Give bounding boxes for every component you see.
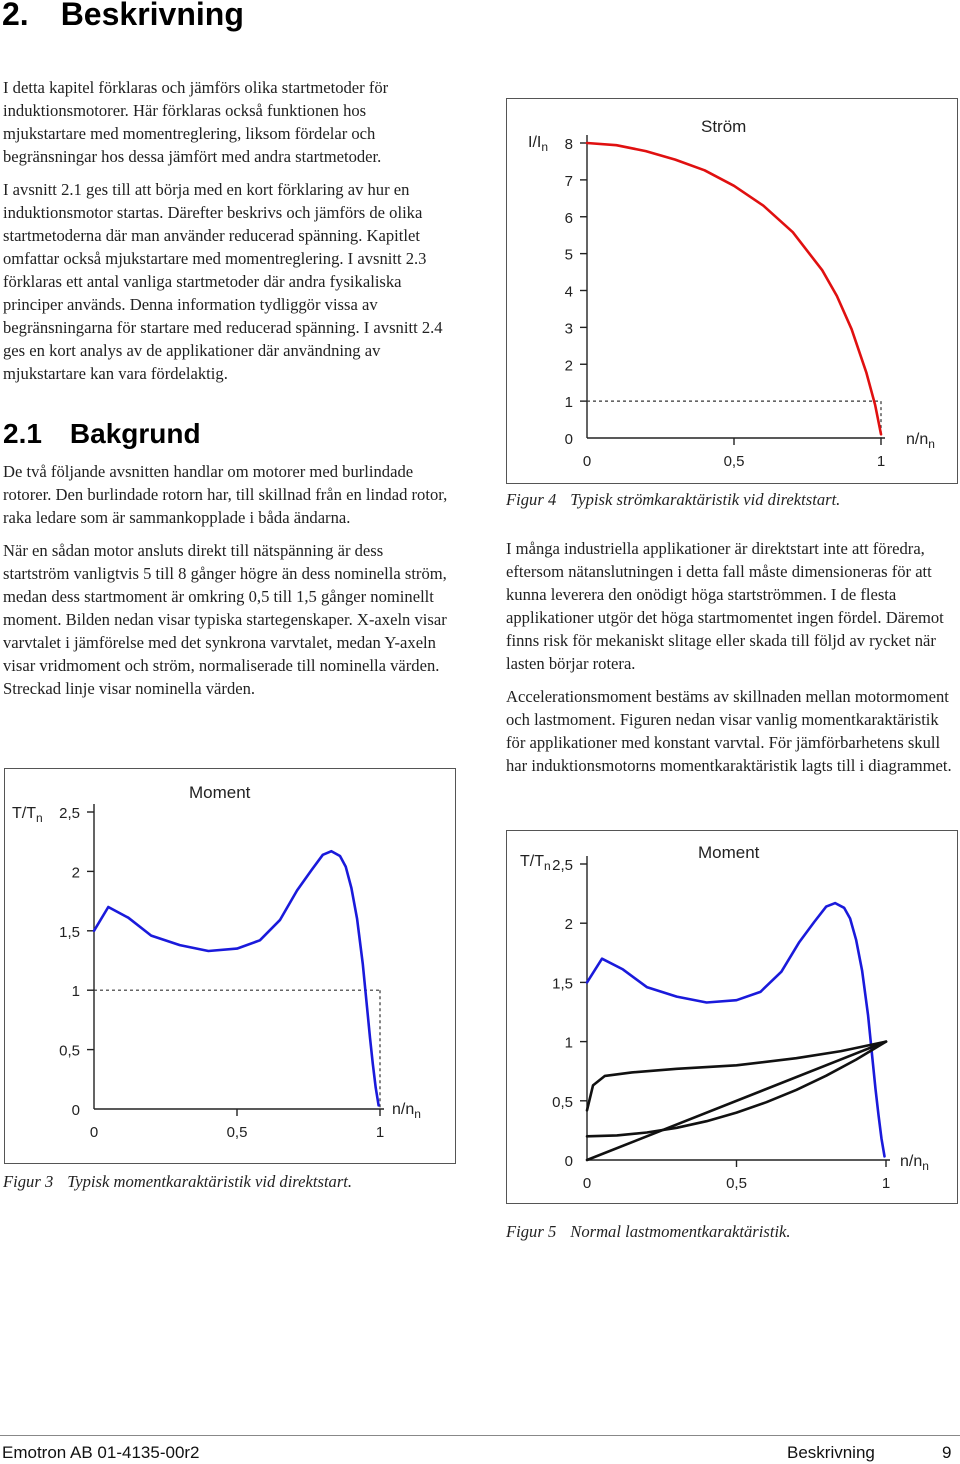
figure-5-caption — [506, 1222, 791, 1242]
x-tick-label: 0,5 — [726, 1175, 747, 1192]
right-text — [506, 537, 952, 787]
intro-paragraph: I detta kapitel förklaras och jämförs olika startmetoder för induktionsmotorer. Här förklaras också funktionen hos mjukstartare med momentreglering, liksom fördelar och begränsningar hos dessa jämfört med andra startmetoder. — [3, 78, 389, 166]
x-axis-label-main: n/n — [392, 1101, 415, 1118]
y-axis-label — [12, 805, 43, 825]
figure-3-text: Typisk momentkaraktäristik vid direktstart. — [67, 1172, 353, 1191]
y-tick-label: 3 — [564, 320, 573, 338]
series-line-3 — [587, 1042, 886, 1137]
x-tick-label: 1 — [375, 1124, 385, 1141]
x-axis-label-main: n/n — [900, 1153, 923, 1170]
x-tick-label: 0 — [582, 1175, 592, 1192]
chapter-title: 2. Beskrivning — [2, 0, 244, 32]
right-paragraph: I många industriella applikationer är direktstart inte att föredra, eftersom nätanslutningen i detta fall måste dimensioneras för att kunna leverera den onödigt höga startströmmen. I de flesta applikationer utgör det höga startmomentet ingen fördel. Däremot finns risk för mekaniskt slitage eller skada till följd av rycket när lasten börjar rotera. — [506, 539, 944, 673]
x-axis-label-sub: n — [922, 1159, 929, 1173]
x-tick-label: 0 — [89, 1124, 99, 1141]
figure-4-caption — [506, 490, 840, 510]
y-tick-label: 1 — [564, 1034, 573, 1052]
y-axis-label-sub: n — [541, 140, 549, 154]
y-tick-label: 5 — [564, 246, 573, 264]
footer-page-number: 9 — [942, 1443, 952, 1462]
x-tick-label: 0,5 — [723, 453, 745, 470]
y-tick-label: 0,5 — [552, 1093, 573, 1111]
footer-document-id: Emotron AB 01-4135-00r2 — [2, 1443, 200, 1462]
y-tick-label: 0,5 — [59, 1042, 80, 1060]
intro-paragraph: I avsnitt 2.1 ges till att börja med en kort förklaring av hur en induktionsmotor startas. Därefter beskrivs och jämförs de olika startmetoderna där man använder reducerad spänning. Kapitlet omfattar också mjukstartare med momentreglering. I avsnitt 2.3 förklaras ett antal vanliga startmetoder där andra fysikaliska principer används. Denna information tydliggör vissa av begränsningarna för startare med reducerad spänning. I avsnitt 2.4 ges en kort analys av de applikationer där användning av mjukstartare kan vara fördelaktig. — [3, 180, 443, 383]
x-axis-label-main: n/n — [906, 431, 929, 448]
x-axis-label-sub: n — [928, 437, 935, 451]
section-text — [3, 460, 453, 710]
y-axis-label-main: T/T — [520, 853, 544, 870]
figure-5-text: Normal lastmomentkaraktäristik. — [570, 1222, 791, 1241]
series-line-2 — [587, 1042, 886, 1160]
y-axis-label — [520, 853, 551, 873]
series-line-0 — [94, 851, 379, 1105]
chart-frame — [507, 99, 958, 484]
y-axis-label — [528, 134, 548, 154]
y-axis-label-main: I/I — [528, 134, 542, 151]
y-tick-label: 2 — [564, 916, 573, 934]
y-tick-label: 0 — [71, 1102, 80, 1119]
x-axis-label — [392, 1101, 421, 1121]
y-tick-label: 6 — [564, 209, 573, 227]
y-tick-label: 4 — [564, 283, 573, 301]
y-tick-label: 1 — [71, 983, 80, 1001]
figure-3-number: Figur 3 — [3, 1172, 54, 1191]
chart-frame — [507, 831, 958, 1204]
figure-4-text: Typisk strömkaraktäristik vid direktstart. — [570, 490, 841, 509]
series-line-0 — [587, 903, 885, 1156]
y-tick-label: 7 — [564, 172, 573, 190]
footer-section: Beskrivning — [787, 1443, 875, 1462]
x-tick-label: 1 — [881, 1175, 891, 1192]
y-axis-label-sub: n — [544, 859, 551, 873]
chart-title: Ström — [701, 117, 747, 136]
series-line-0 — [587, 143, 881, 434]
y-tick-label: 0 — [564, 1153, 573, 1170]
figure-5-chart — [506, 830, 958, 1204]
footer-rule — [0, 1435, 960, 1436]
y-tick-label: 2,5 — [59, 805, 80, 822]
x-tick-label: 0,5 — [226, 1124, 248, 1141]
figure-4-number: Figur 4 — [506, 490, 557, 509]
figure-4-chart — [506, 98, 958, 484]
y-tick-label: 1,5 — [552, 975, 573, 993]
y-tick-label: 2,5 — [552, 857, 573, 874]
section-paragraph: De två följande avsnitten handlar om motorer med burlindade rotorer. Den burlindade rotorn har, till skillnad från en lindad rotor, raka ledare som är sammankopplade i båda ändarna. — [3, 462, 448, 527]
y-tick-label: 8 — [564, 136, 573, 153]
x-axis-label-sub: n — [414, 1107, 421, 1121]
chart-title: Moment — [698, 843, 760, 862]
figure-3-caption — [3, 1172, 352, 1192]
y-tick-label: 1 — [564, 394, 573, 412]
right-paragraph: Accelerationsmoment bestäms av skillnaden mellan motormoment och lastmoment. Figuren nedan visar vanlig momentkaraktäristik för applikationer med konstant varvtal. För jämförbarhetens skull har induktionsmotorns momentkaraktäristik lagts till i diagrammet. — [506, 687, 952, 775]
chart-title: Moment — [189, 783, 251, 802]
x-tick-label: 0 — [582, 453, 592, 470]
y-tick-label: 2 — [71, 864, 80, 882]
y-axis-label-main: T/T — [12, 805, 36, 822]
figure-3-chart — [4, 768, 456, 1164]
y-tick-label: 0 — [564, 431, 573, 448]
y-axis-label-sub: n — [36, 811, 43, 825]
x-axis-label — [906, 431, 935, 451]
section-heading: 2.1 Bakgrund — [3, 418, 201, 449]
y-tick-label: 2 — [564, 357, 573, 375]
section-paragraph: När en sådan motor ansluts direkt till nätspänning är dess startström vanligtvis 5 till 8 gånger högre än dess nominella ström, medan dess startmoment är omkring 0,5 till 1,5 gånger nominellt moment. Bilden nedan visar typiska startegenskaper. X-axeln visar varvtalet i jämförelse med det synkrona varvtalet, medan Y-axeln visar vridmoment och ström, normaliserade till nominella värden. Streckad linje visar nominella värden. — [3, 541, 447, 698]
x-tick-label: 1 — [876, 453, 886, 470]
figure-5-number: Figur 5 — [506, 1222, 557, 1241]
y-tick-label: 1,5 — [59, 923, 80, 941]
x-axis-label — [900, 1153, 929, 1173]
intro-text — [3, 76, 453, 395]
